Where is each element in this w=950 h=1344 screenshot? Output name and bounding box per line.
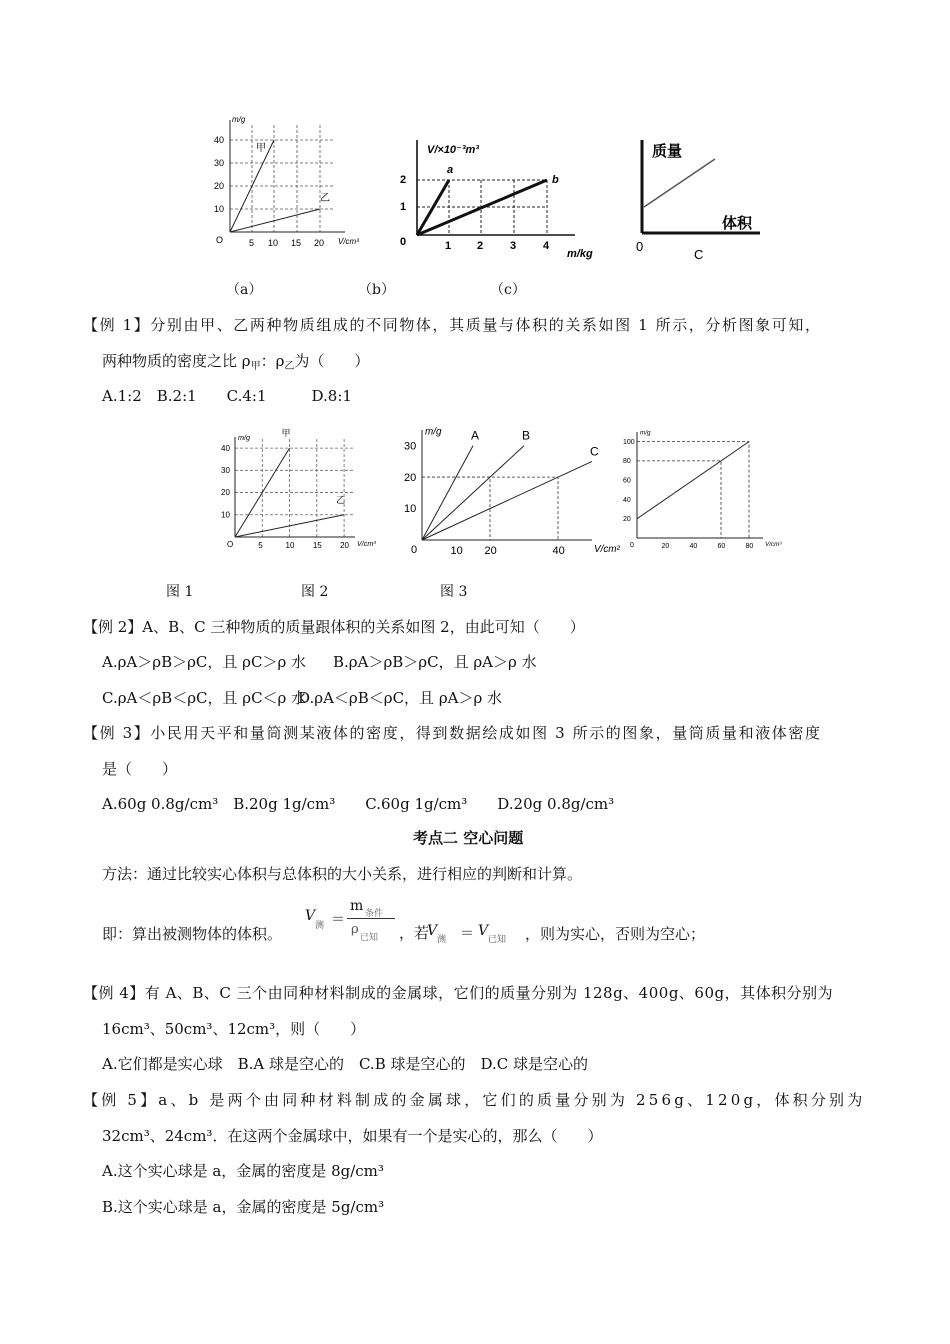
series-label: A (471, 428, 480, 443)
svg-text:10: 10 (268, 238, 279, 248)
ex4-options: A.它们都是实心球 B.A 球是空心的 C.B 球是空心的 D.C 球是空心的 (102, 1055, 589, 1073)
formula: V 测 ＝ m 条件 ρ 已知 ，若 V 测 ＝ V 已知 (305, 898, 507, 945)
series-label: B (522, 428, 531, 443)
x-tick-label: 15 (312, 541, 322, 550)
y-tick-label: 40 (623, 496, 631, 504)
series-label: C (590, 444, 599, 459)
y-tick-label: 60 (623, 477, 631, 485)
method-text: 方法：通过比较实心体积与总体积的大小关系，进行相应的判断和计算。 (102, 865, 583, 883)
x-tick-label: 10 (450, 545, 463, 557)
svg-text:30: 30 (214, 158, 225, 168)
series-yi-line (230, 209, 320, 232)
y-tick-label: 30 (221, 466, 230, 475)
svg-text:5: 5 (249, 238, 255, 248)
x-axis-label: V/cm² (594, 544, 620, 555)
svg-text:C: C (694, 247, 704, 262)
svg-text:甲: 甲 (256, 143, 266, 154)
ex5-line1: 【例 5】a、b 是两个由同种材料制成的金属球，它们的质量分别为 256g、120g，体积分别为 (83, 1091, 866, 1109)
svg-text:乙: 乙 (320, 193, 330, 204)
svg-text:质量: 质量 (652, 143, 683, 160)
y-tick-label: 10 (404, 503, 417, 516)
ex5-optB: B.这个实心球是 a，金属的密度是 5g/cm³ (102, 1198, 385, 1216)
y-tick-label: 100 (623, 438, 635, 446)
y-tick-label: 10 (221, 510, 230, 520)
x-axis-label: V/cm³ (765, 541, 782, 548)
x-tick-label: 5 (258, 541, 263, 550)
svg-text:V/×10⁻³m³: V/×10⁻³m³ (427, 144, 479, 156)
caption-b: （b） (358, 282, 395, 298)
svg-text:40: 40 (214, 135, 225, 145)
ex1-options: A.1:2 B.2:1 C.4:1 D.8:1 (102, 387, 352, 405)
figure-2 (400, 418, 620, 558)
figure-c-top (630, 135, 770, 265)
y-tick-label: 20 (221, 488, 230, 498)
ex3-options: A.60g 0.8g/cm³ B.20g 1g/cm³ C.60g 1g/cm³ D.20g 0.8g/cm³ (102, 795, 615, 813)
fig2-caption: 图 2 (301, 584, 329, 600)
svg-text:3: 3 (510, 240, 517, 252)
series-line-B (422, 446, 524, 540)
fig3-caption: 图 3 (440, 584, 468, 600)
svg-text:体积: 体积 (722, 215, 753, 232)
origin-label: O (227, 540, 234, 549)
x-tick-label: 20 (661, 543, 670, 550)
x-tick-label: 80 (745, 543, 754, 550)
series-line-乙 (235, 515, 344, 537)
svg-text:20: 20 (214, 181, 225, 191)
caption-a: （a） (226, 282, 263, 298)
series-label: 乙 (336, 494, 346, 505)
x-tick-label: 20 (340, 541, 349, 550)
series-c-line (644, 159, 715, 207)
y-axis-label: m/g (425, 426, 442, 438)
ex2-optC: C.ρA＜ρB＜ρC，且 ρC＜ρ 水 (102, 689, 307, 707)
svg-text:4: 4 (543, 240, 550, 252)
series-line-1 (637, 442, 749, 519)
x-tick-label: 20 (484, 545, 497, 557)
figure-1 (215, 425, 375, 555)
ex2-line1: 【例 2】A、B、C 三种物质的质量跟体积的关系如图 2，由此可知（ ） (83, 618, 585, 636)
figure-a-top (210, 110, 370, 255)
svg-text:20: 20 (314, 238, 325, 248)
y-axis-label: m/g (238, 433, 250, 442)
ex3-line2: 是（ ） (102, 760, 178, 778)
ex2-optB: B.ρA＞ρB＞ρC，且 ρA＞ρ 水 (333, 653, 537, 671)
svg-text:1: 1 (400, 201, 407, 213)
ex2-optA: A.ρA＞ρB＞ρC，且 ρC＞ρ 水 (102, 653, 307, 671)
y-tick-label: 80 (623, 458, 631, 466)
svg-text:15: 15 (291, 238, 302, 248)
origin-label: 0 (630, 542, 634, 549)
svg-text:O: O (216, 235, 224, 245)
ex3-line1: 【例 3】小民用天平和量筒测某液体的密度，得到数据绘成如图 3 所示的图象，量筒质量和液体密度 (83, 724, 822, 742)
y-tick-label: 20 (404, 471, 417, 484)
x-tick-label: 60 (717, 543, 726, 550)
svg-text:a: a (447, 164, 454, 176)
formula-suffix: ，则为实心，否则为空心； (525, 925, 706, 943)
svg-text:1: 1 (445, 240, 452, 252)
x-tick-label: 40 (552, 545, 565, 557)
svg-text:2: 2 (400, 174, 407, 186)
ex5-optA: A.这个实心球是 a，金属的密度是 8g/cm³ (102, 1162, 384, 1180)
svg-text:m/kg: m/kg (567, 248, 593, 260)
fig1-caption: 图 1 (166, 584, 194, 600)
series-label: 甲 (281, 428, 291, 439)
svg-text:0: 0 (636, 239, 644, 254)
svg-text:10: 10 (214, 204, 225, 214)
figure-3 (615, 420, 782, 555)
ex1-line2: 两种物质的密度之比 $\rho_甲$：$\rho_乙$为（ ） (102, 352, 370, 372)
ex5-line2: 32cm³、24cm³．在这两个金属球中，如果有一个是实心的，那么（ ） (102, 1127, 603, 1145)
caption-c: （c） (490, 282, 526, 298)
x-tick-label: 10 (285, 541, 295, 550)
y-tick-label: 20 (623, 516, 631, 524)
series-line-C (422, 461, 592, 540)
ylabel: m/g (232, 115, 246, 124)
guide-line (637, 442, 749, 538)
svg-text:V/cm³: V/cm³ (338, 237, 359, 246)
x-axis-label: V/cm³ (357, 539, 376, 548)
svg-text:0: 0 (400, 236, 407, 248)
x-tick-label: 40 (689, 543, 698, 550)
ex1-line1: 【例 1】分别由甲、乙两种物质组成的不同物体，其质量与体积的关系如图 1 所示，分析图象可知， (83, 316, 822, 334)
svg-text:b: b (552, 174, 559, 186)
series-line-A (422, 446, 473, 540)
y-tick-label: 40 (221, 443, 230, 453)
formula-prefix: 即：算出被测物体的体积。 (102, 925, 283, 943)
figure-b-top (395, 135, 610, 265)
section-title: 考点二 空心问题 (413, 829, 524, 847)
y-tick-label: 30 (404, 440, 417, 453)
origin-label: 0 (411, 544, 418, 556)
ex4-line1: 【例 4】有 A、B、C 三个由同种材料制成的金属球，它们的质量分别为 128g、400g、60g，其体积分别为 (83, 984, 834, 1002)
ex4-line2: 16cm³、50cm³、12cm³，则（ ） (102, 1020, 366, 1038)
ex2-optD: D.ρA＜ρB＜ρC，且 ρA＞ρ 水 (298, 689, 503, 707)
y-axis-label: m/g (640, 429, 651, 437)
svg-text:2: 2 (477, 240, 484, 252)
guide-line (637, 461, 721, 538)
